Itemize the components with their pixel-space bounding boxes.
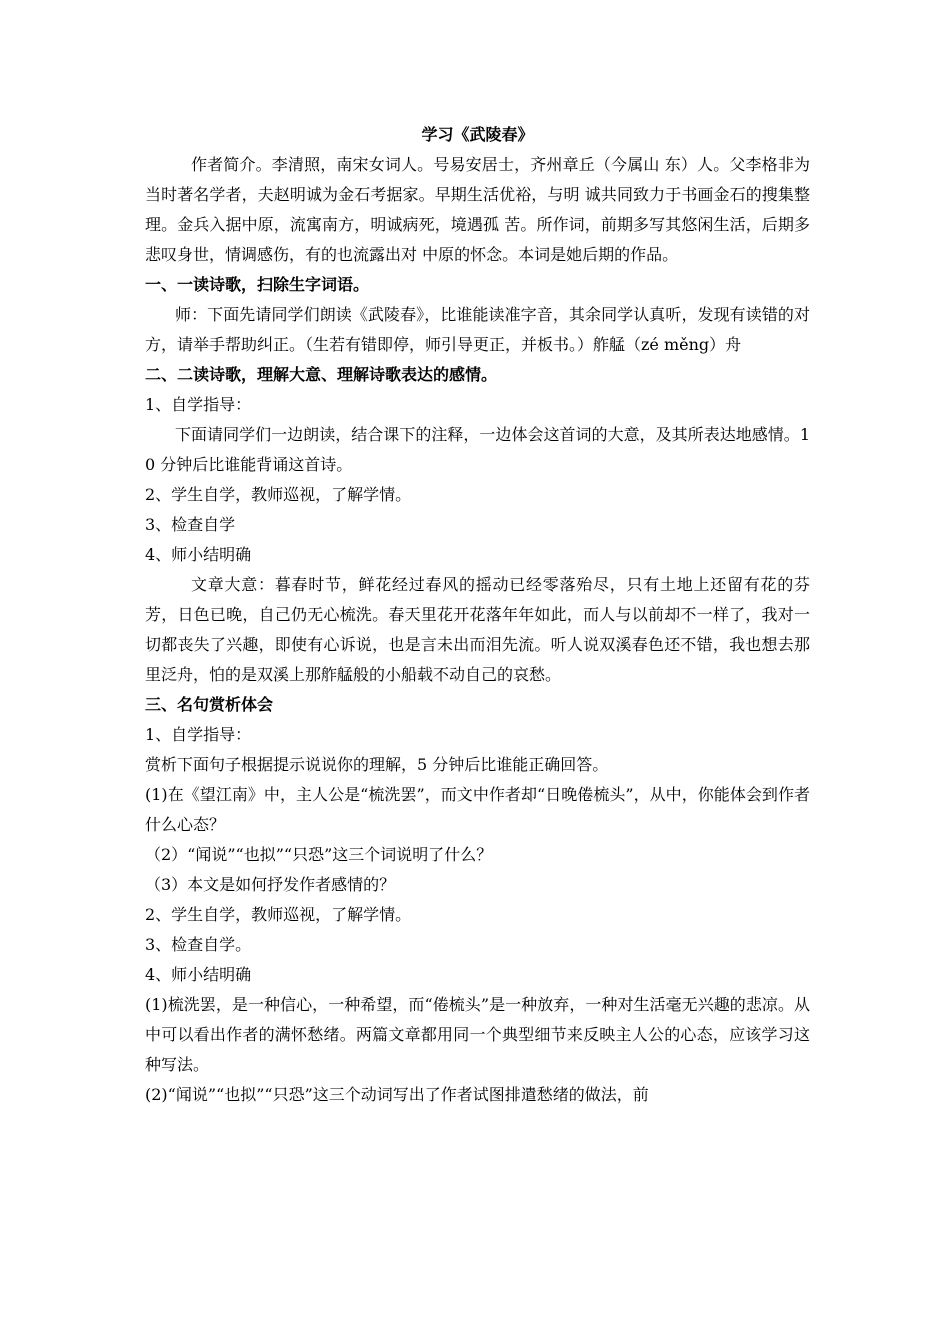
question-2: （2）“闻说”“也拟”“只恐”这三个词说明了什么？ bbox=[145, 845, 493, 864]
section-2-paragraph-1: 下面请同学们一边朗读，结合课下的注释，一边体会这首词的大意，及其所表达地感情。10 分钟后比谁能背诵这首诗。 bbox=[145, 425, 810, 474]
document-title: 学习《武陵春》 bbox=[421, 125, 534, 144]
answer-2: (2)“闻说”“也拟”“只恐”这三个动词写出了作者试图排遣愁绪的做法，前 bbox=[145, 1085, 649, 1104]
section-2-item-4: 4、师小结明确 bbox=[145, 545, 252, 564]
section-1-heading: 一、一读诗歌，扫除生字词语。 bbox=[145, 275, 370, 294]
section-2-item-3: 3、检查自学 bbox=[145, 515, 236, 534]
section-3-heading: 三、名句赏析体会 bbox=[145, 695, 274, 714]
section-3-item-4: 4、师小结明确 bbox=[145, 965, 252, 984]
section-2-item-1: 1、自学指导： bbox=[145, 395, 252, 414]
document-page bbox=[145, 120, 810, 1110]
section-3-item-3: 3、检查自学。 bbox=[145, 935, 252, 954]
intro-paragraph: 作者简介。李清照，南宋女词人。号易安居士，齐州章丘（今属山 东）人。父李格非为当时著名学者，夫赵明诚为金石考据家。早期生活优裕，与明 诚共同致力于书画金石的搜集整理。金兵入据中原，流寓南方，明诚病死，境遇孤 苦。所作词，前期多写其悠闲生活，后期多悲叹身世，情调感伤，有的也流露出对 中原的怀念。本词是她后期的作品。 bbox=[145, 155, 810, 264]
section-3-paragraph-1: 赏析下面句子根据提示说说你的理解，5 分钟后比谁能正确回答。 bbox=[145, 755, 609, 774]
section-2-heading: 二、二读诗歌，理解大意、理解诗歌表达的感情。 bbox=[145, 365, 498, 384]
section-1-paragraph: 师：下面先请同学们朗读《武陵春》，比谁能读准字音，其余同学认真听，发现有读错的对方，请举手帮助纠正。（生若有错即停，师引导更正，并板书。）舴艋（zé měng）舟 bbox=[145, 305, 810, 354]
section-2-paragraph-2: 文章大意：暮春时节，鲜花经过春风的摇动已经零落殆尽，只有土地上还留有花的芬芳，日色已晚，自己仍无心梳洗。春天里花开花落年年如此，而人与以前却不一样了，我对一切都丧失了兴趣，即使有心诉说，也是言未出而泪先流。听人说双溪春色还不错，我也想去那里泛舟，怕的是双溪上那舴艋般的小船载不动自己的哀愁。 bbox=[145, 575, 810, 684]
section-2-item-2: 2、学生自学，教师巡视，了解学情。 bbox=[145, 485, 412, 504]
answer-1: (1)梳洗罢，是一种信心，一种希望，而“倦梳头”是一种放弃，一种对生活毫无兴趣的悲凉。从中可以看出作者的满怀愁绪。两篇文章都用同一个典型细节来反映主人公的心态，应该学习这种写法。 bbox=[145, 995, 810, 1074]
section-3-item-2: 2、学生自学，教师巡视，了解学情。 bbox=[145, 905, 412, 924]
question-1: (1)在《望江南》中，主人公是“梳洗罢”，而文中作者却“日晚倦梳头”，从中，你能体会到作者什么心态？ bbox=[145, 785, 810, 834]
question-3: （3）本文是如何抒发作者感情的？ bbox=[145, 875, 396, 894]
section-3-item-1: 1、自学指导： bbox=[145, 725, 252, 744]
